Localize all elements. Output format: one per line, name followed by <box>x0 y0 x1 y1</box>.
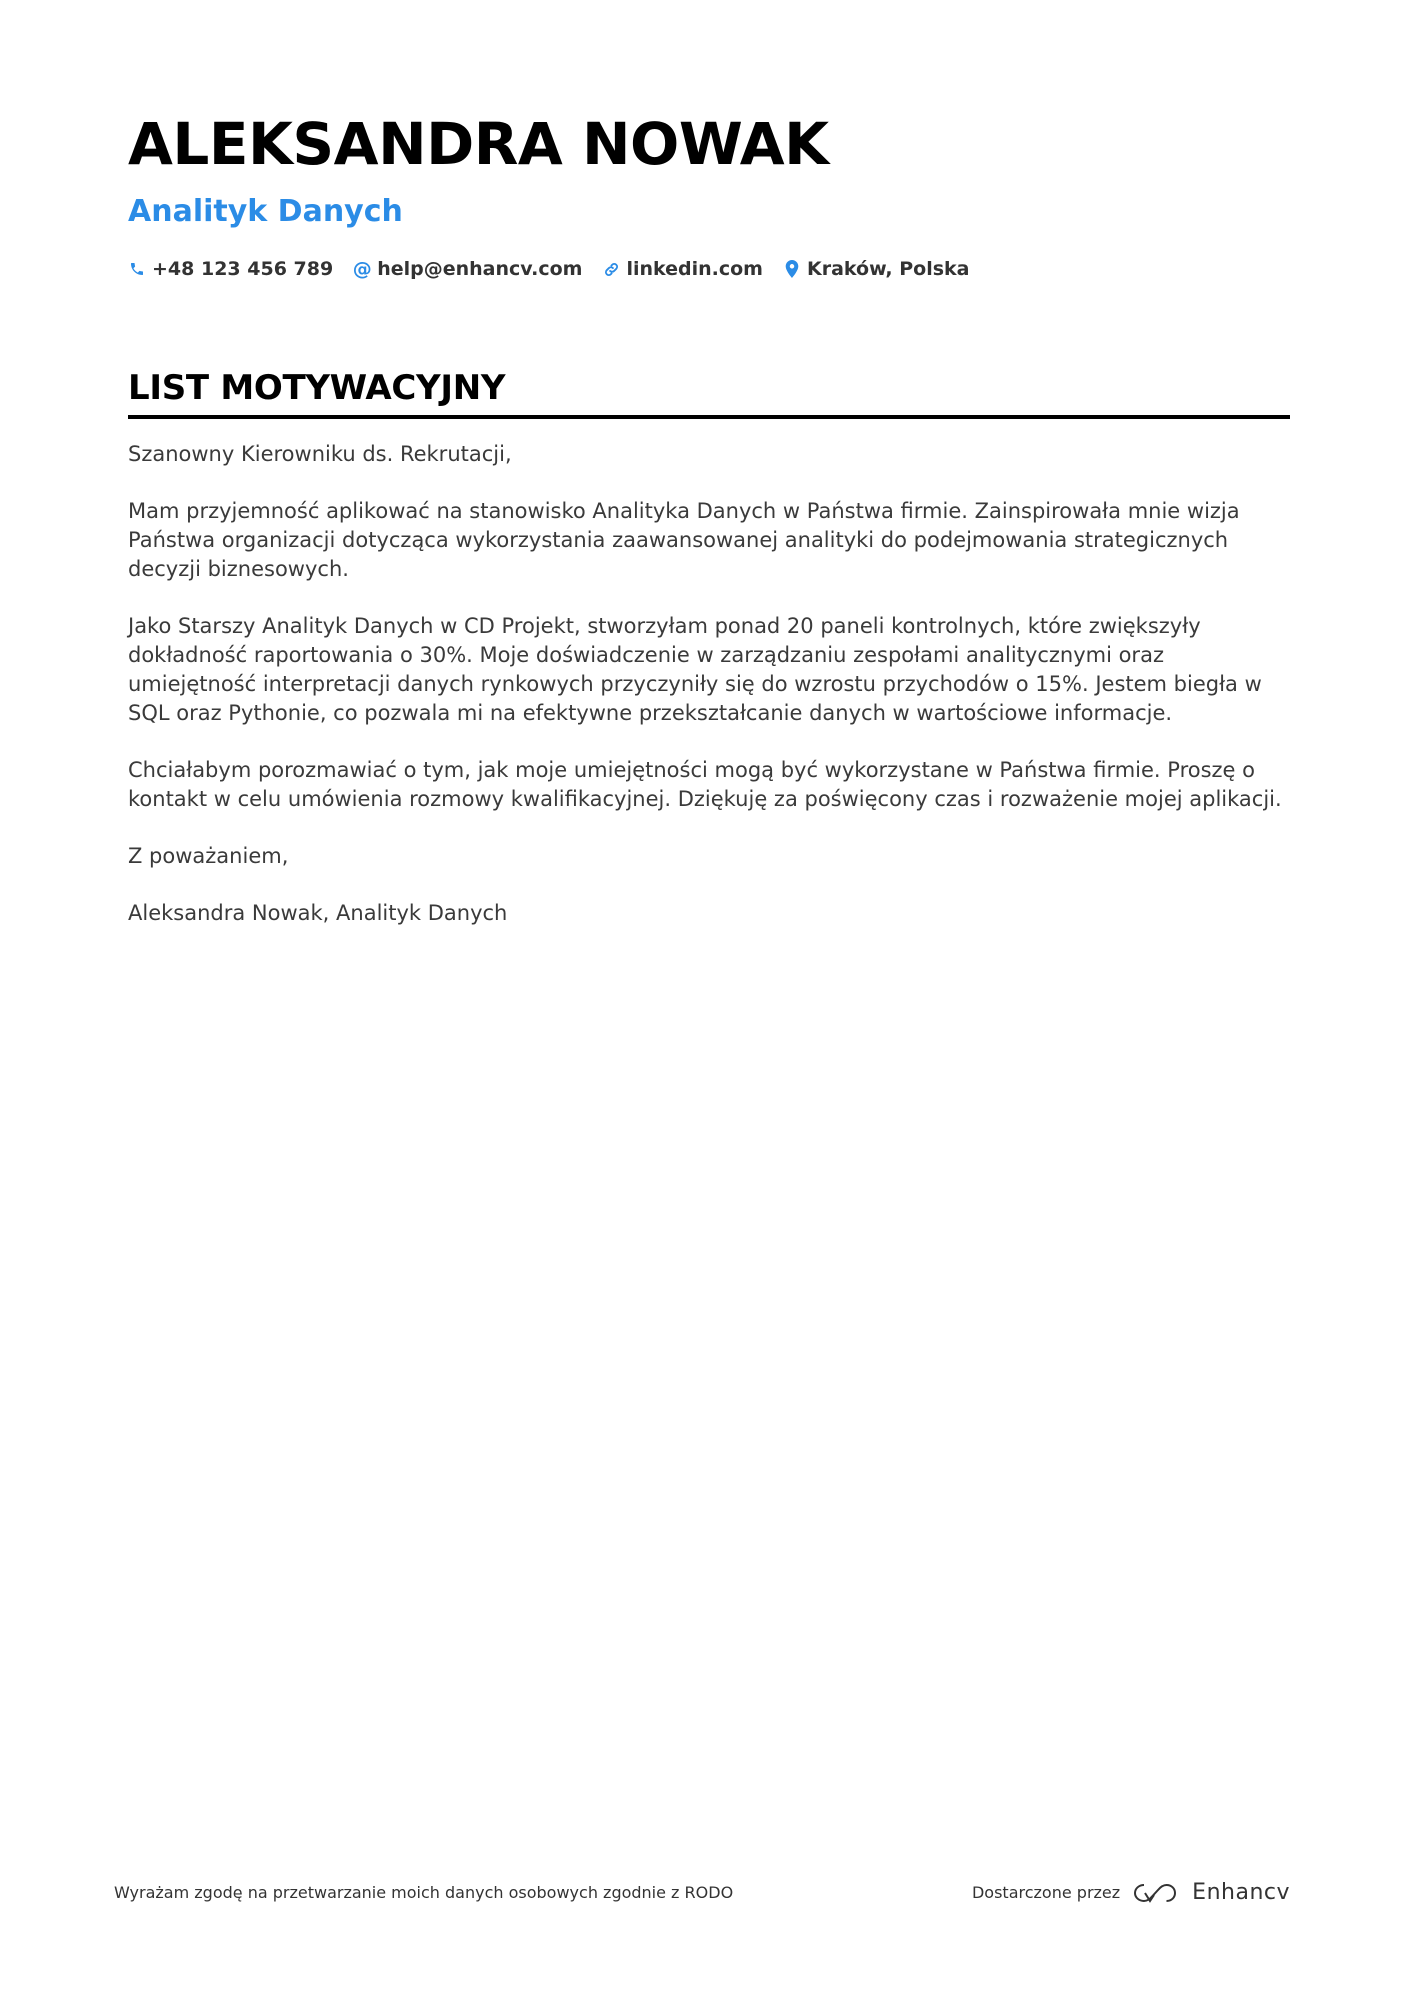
letter-paragraph: Jako Starszy Analityk Danych w CD Projekt, stworzyłam ponad 20 paneli kontrolnych, które zwiększyły dokładność raportowania o 30%. Moje doświadczenie w zarządzaniu zespołami analitycznymi oraz umiejętność interpretacji danych rynkowych przyczyniły się do wzrostu przychodów o 15%. Jestem biegła w SQL oraz Pythonie, co pozwala mi na efektywne przekształcanie danych w wartościowe informacje. <box>128 614 1262 725</box>
contact-list <box>128 258 1290 280</box>
contact-email[interactable] <box>353 258 582 280</box>
contact-location <box>783 258 970 280</box>
location-text: Kraków, Polska <box>806 258 970 280</box>
letter-body <box>128 440 1298 956</box>
letter-closing: Z poważaniem, <box>128 844 289 868</box>
linkedin-text[interactable]: linkedin.com <box>626 258 763 280</box>
footer <box>114 1880 1290 1905</box>
contact-phone <box>128 258 333 280</box>
letter-paragraph: Chciałabym porozmawiać o tym, jak moje umiejętności mogą być wykorzystane w Państwa firmie. Proszę o kontakt w celu umówienia rozmowy kwalifikacyjnej. Dziękuję za poświęcony czas i rozważenie mojej aplikacji. <box>128 758 1282 811</box>
letter-signature: Aleksandra Nowak, Analityk Danych <box>128 901 508 925</box>
phone-icon <box>128 260 146 278</box>
contact-linkedin[interactable] <box>602 258 763 280</box>
phone-text: +48 123 456 789 <box>152 258 334 280</box>
enhancv-logo-icon <box>1132 1881 1178 1905</box>
email-text[interactable]: help@enhancv.com <box>377 258 583 280</box>
brand-name[interactable]: Enhancv <box>1192 1880 1290 1905</box>
candidate-role: Analityk Danych <box>128 194 403 229</box>
letter-paragraph: Mam przyjemność aplikować na stanowisko Analityka Danych w Państwa firmie. Zainspirowała mnie wizja Państwa organizacji dotycząca wykorzystania zaawansowanej analityki do podejmowania strategicznych decyzji biznesowych. <box>128 499 1240 581</box>
at-icon: @ <box>352 258 372 280</box>
candidate-name: ALEKSANDRA NOWAK <box>128 110 829 178</box>
powered-by-label: Dostarczone przez <box>971 1883 1121 1902</box>
link-icon <box>602 260 620 278</box>
brand-credit[interactable] <box>972 1880 1290 1905</box>
section-title: LIST MOTYWACYJNY <box>128 365 1290 419</box>
letter-greeting: Szanowny Kierowniku ds. Rekrutacji, <box>128 442 512 466</box>
map-pin-icon <box>783 260 801 278</box>
header <box>128 104 1290 280</box>
gdpr-consent: Wyrażam zgodę na przetwarzanie moich danych osobowych zgodnie z RODO <box>114 1883 734 1902</box>
